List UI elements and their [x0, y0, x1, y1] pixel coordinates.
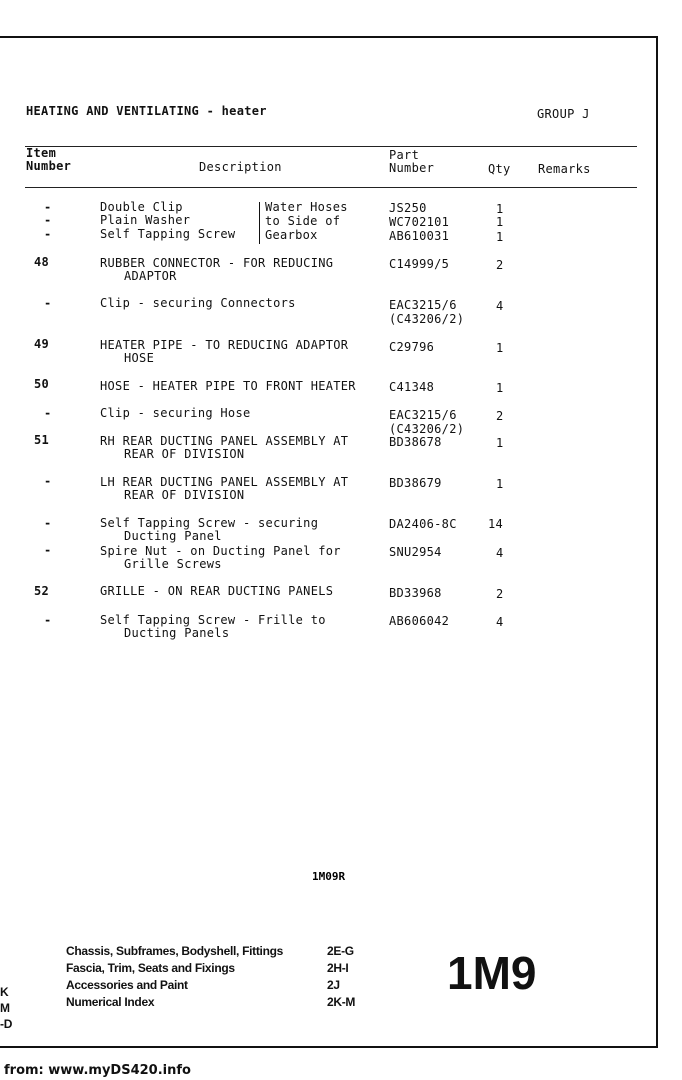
row-qty: 1: [496, 230, 504, 244]
row-part: AB606042: [389, 614, 450, 628]
row-description: HEATER PIPE - TO REDUCING ADAPTOR: [100, 338, 349, 352]
row-item: -: [44, 200, 52, 214]
row-item: 51: [34, 433, 50, 447]
fiche-number: 1M9: [447, 947, 537, 999]
row-qty: 1: [496, 381, 504, 395]
col-part-line2: Number: [389, 161, 435, 175]
bracket-note-line: Water Hoses: [265, 200, 348, 214]
row-description: Clip - securing Connectors: [100, 296, 296, 310]
row-qty: 1: [496, 436, 504, 450]
row-item: -: [44, 296, 52, 310]
row-description: Clip - securing Hose: [100, 406, 251, 420]
index-entry-label: Numerical Index: [66, 995, 155, 1009]
row-description: HOSE - HEATER PIPE TO FRONT HEATER: [100, 379, 356, 393]
col-item-line2: Number: [26, 159, 72, 173]
row-part: JS250: [389, 201, 427, 215]
row-item: -: [44, 516, 52, 530]
row-part: EAC3215/6: [389, 408, 457, 422]
row-description: Plain Washer: [100, 213, 191, 227]
row-item: 52: [34, 584, 50, 598]
row-description: Self Tapping Screw - Frille to: [100, 613, 326, 627]
row-item: 50: [34, 377, 50, 391]
row-description-cont: HOSE: [124, 351, 155, 365]
row-description-cont: ADAPTOR: [124, 269, 177, 283]
bracket-note-line: Gearbox: [265, 228, 318, 242]
row-qty: 14: [488, 517, 504, 531]
index-entry-code: 2H-I: [327, 961, 349, 975]
header-rule-bottom: [25, 187, 637, 188]
row-description-cont: Ducting Panels: [124, 626, 230, 640]
row-part-cont: (C43206/2): [389, 422, 465, 436]
row-description: RUBBER CONNECTOR - FOR REDUCING: [100, 256, 334, 270]
row-description: Double Clip: [100, 200, 183, 214]
row-item: 48: [34, 255, 50, 269]
header-rule-top: [25, 146, 637, 147]
row-description: Spire Nut - on Ducting Panel for: [100, 544, 341, 558]
index-entry-label: Accessories and Paint: [66, 978, 188, 992]
index-entry-code: 2J: [327, 978, 340, 992]
col-qty: Qty: [488, 162, 511, 176]
col-remarks: Remarks: [538, 162, 591, 176]
row-part: BD38679: [389, 476, 442, 490]
row-part: WC702101: [389, 215, 450, 229]
row-part-cont: (C43206/2): [389, 312, 465, 326]
row-part: AB610031: [389, 229, 450, 243]
row-qty: 4: [496, 615, 504, 629]
col-item-line1: Item: [26, 146, 57, 160]
row-qty: 1: [496, 477, 504, 491]
page-code: 1M09R: [312, 870, 346, 883]
row-description: GRILLE - ON REAR DUCTING PANELS: [100, 584, 334, 598]
row-part: C29796: [389, 340, 435, 354]
row-qty: 2: [496, 587, 504, 601]
row-qty: 4: [496, 546, 504, 560]
row-description-cont: Grille Screws: [124, 557, 222, 571]
row-description-cont: Ducting Panel: [124, 529, 222, 543]
row-description: LH REAR DUCTING PANEL ASSEMBLY AT: [100, 475, 349, 489]
row-qty: 2: [496, 409, 504, 423]
row-qty: 1: [496, 341, 504, 355]
index-entry-label: Chassis, Subframes, Bodyshell, Fittings: [66, 944, 284, 958]
footer-edge-letter: -D: [0, 1017, 13, 1031]
footer-edge-letter: K: [0, 985, 9, 999]
row-part: DA2406-8C: [389, 517, 457, 531]
row-item: -: [44, 543, 52, 557]
index-entry-label: Fascia, Trim, Seats and Fixings: [66, 961, 235, 975]
bracket-divider: [259, 202, 260, 244]
row-item: -: [44, 474, 52, 488]
col-description: Description: [199, 160, 282, 174]
row-description: RH REAR DUCTING PANEL ASSEMBLY AT: [100, 434, 349, 448]
row-qty: 1: [496, 215, 504, 229]
bracket-note-line: to Side of: [265, 214, 341, 228]
row-qty: 1: [496, 202, 504, 216]
row-item: -: [44, 213, 52, 227]
row-description: Self Tapping Screw - securing: [100, 516, 319, 530]
row-part: BD33968: [389, 586, 442, 600]
row-part: C14999/5: [389, 257, 450, 271]
row-item: -: [44, 227, 52, 241]
row-qty: 2: [496, 258, 504, 272]
row-part: EAC3215/6: [389, 298, 457, 312]
row-description-cont: REAR OF DIVISION: [124, 447, 245, 461]
footer-edge-letter: M: [0, 1001, 10, 1015]
row-description: Self Tapping Screw: [100, 227, 236, 241]
col-part-line1: Part: [389, 148, 420, 162]
row-description-cont: REAR OF DIVISION: [124, 488, 245, 502]
index-entry-code: 2E-G: [327, 944, 354, 958]
row-part: C41348: [389, 380, 435, 394]
row-part: BD38678: [389, 435, 442, 449]
row-item: -: [44, 406, 52, 420]
row-item: -: [44, 613, 52, 627]
source-url[interactable]: from: www.myDS420.info: [4, 1063, 191, 1078]
row-qty: 4: [496, 299, 504, 313]
group-label: GROUP J: [537, 107, 590, 121]
row-part: SNU2954: [389, 545, 442, 559]
page-title: HEATING AND VENTILATING - heater: [26, 104, 267, 118]
row-item: 49: [34, 337, 50, 351]
index-entry-code: 2K-M: [327, 995, 356, 1009]
